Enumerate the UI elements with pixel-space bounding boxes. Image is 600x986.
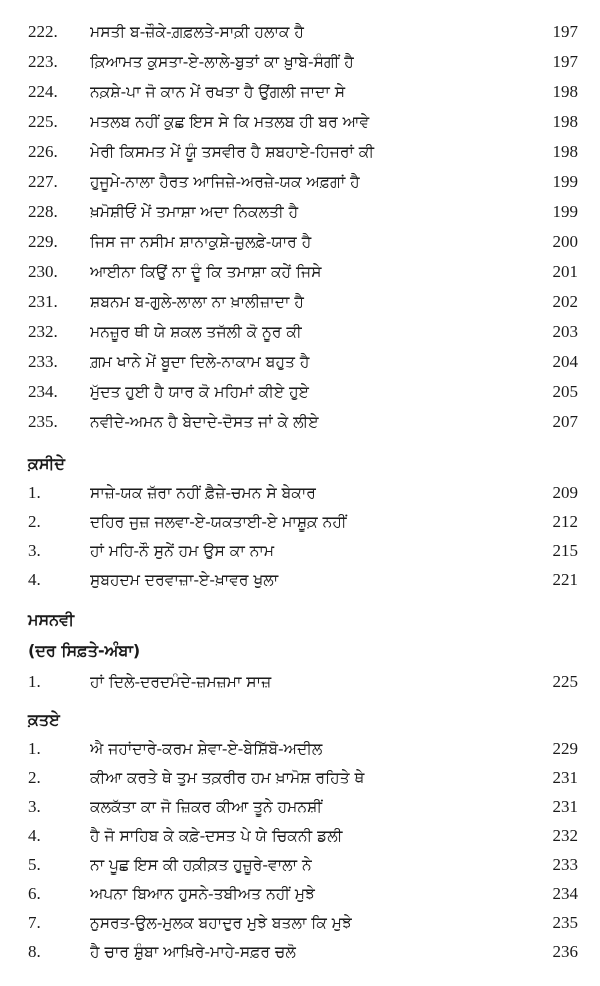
entry-number: 5. — [28, 855, 41, 874]
toc-entry — [28, 77, 578, 107]
toc-entry — [28, 287, 578, 317]
entry-title: ਕੀਆ ਕਰਤੇ ਥੇ ਤੁਮ ਤਕ਼ਰੀਰ ਹਮ ਖ਼ਾਮੋਸ਼ ਰਹਿਤੇ ਥੇ — [90, 768, 365, 787]
entry-page: 203 — [552, 322, 578, 341]
entry-number: 227. — [28, 172, 58, 191]
entry-page: 207 — [552, 412, 578, 431]
entry-page: 231 — [552, 797, 578, 816]
toc-entry — [28, 763, 578, 793]
entry-number: 1. — [28, 672, 41, 691]
entry-page: 232 — [552, 826, 578, 845]
entry-page: 205 — [552, 382, 578, 401]
toc-entry — [28, 407, 578, 437]
entry-title: ਸੁਬਹਦਮ ਦਰਵਾਜ਼ਾ-ਏ-ਖ਼ਾਵਰ ਖੁਲਾ — [90, 570, 279, 589]
entry-page: 198 — [552, 82, 578, 101]
toc-entry — [28, 937, 578, 967]
entry-page: 236 — [552, 942, 578, 961]
entry-number: 234. — [28, 382, 58, 401]
toc-entry — [28, 667, 578, 697]
entry-title: ਮੇਰੀ ਕਿਸਮਤ ਮੇਂ ਯੂੰ ਤਸਵੀਰ ਹੈ ਸ਼ਬਹਾਏ-ਹਿਜਰਾਂ ਕੀ — [90, 142, 374, 161]
toc-entry — [28, 47, 578, 77]
entry-number: 226. — [28, 142, 58, 161]
toc-entry — [28, 17, 578, 47]
entry-page: 200 — [552, 232, 578, 251]
entry-title: ਖ਼ਮੋਸ਼ੀਓਂ ਮੇਂ ਤਮਾਸ਼ਾ ਅਦਾ ਨਿਕਲਤੀ ਹੈ — [90, 202, 299, 221]
entry-page: 198 — [552, 112, 578, 131]
entry-number: 8. — [28, 942, 41, 961]
entry-page: 198 — [552, 142, 578, 161]
entry-page: 225 — [552, 672, 578, 691]
toc-entry — [28, 227, 578, 257]
entry-number: 3. — [28, 541, 41, 560]
entry-number: 228. — [28, 202, 58, 221]
toc-entry — [28, 507, 578, 537]
entry-number: 7. — [28, 913, 41, 932]
entry-number: 233. — [28, 352, 58, 371]
entry-number: 2. — [28, 512, 41, 531]
entry-page: 215 — [552, 541, 578, 560]
entry-number: 6. — [28, 884, 41, 903]
entry-title: ਮਤਲਬ ਨਹੀਂ ਕੁਛ ਇਸ ਸੇ ਕਿ ਮਤਲਬ ਹੀ ਬਰ ਆਵੇ — [90, 112, 370, 131]
toc-entry — [28, 734, 578, 764]
toc-entry — [28, 565, 578, 595]
section-heading: ਮਸਨਵੀ — [28, 610, 75, 629]
toc-entry — [28, 167, 578, 197]
entry-number: 224. — [28, 82, 58, 101]
toc-entry — [28, 792, 578, 822]
entry-page: 202 — [552, 292, 578, 311]
toc-entry — [28, 377, 578, 407]
entry-number: 230. — [28, 262, 58, 281]
entry-page: 204 — [552, 352, 578, 371]
entry-page: 209 — [552, 483, 578, 502]
entry-title: ਨਵੀਦੇ-ਅਮਨ ਹੈ ਬੇਦਾਦੇ-ਦੋਸਤ ਜਾਂ ਕੇ ਲੀਏ — [90, 412, 319, 431]
entry-number: 4. — [28, 826, 41, 845]
entry-page: 197 — [552, 22, 578, 41]
toc-entry — [28, 317, 578, 347]
entry-title: ਹਾਂ ਦਿਲੇ-ਦਰਦਮੰਦੇ-ਜ਼ਮਜ਼ਮਾ ਸਾਜ਼ — [90, 672, 272, 691]
toc-entry — [28, 821, 578, 851]
entry-title: ਮਨਜ਼ੂਰ ਥੀ ਯੇ ਸ਼ਕਲ ਤਜੱਲੀ ਕੋ ਨੂਰ ਕੀ — [90, 322, 302, 341]
entry-page: 199 — [552, 202, 578, 221]
entry-title: ਹੈ ਜੋ ਸਾਹਿਬ ਕੇ ਕਫ਼ੇ-ਦਸਤ ਪੇ ਯੇ ਚਿਕਨੀ ਡਲੀ — [90, 826, 343, 845]
section-heading: ਕ਼ਸੀਦੇ — [28, 454, 65, 473]
entry-page: 212 — [552, 512, 578, 531]
entry-title: ਸਾਜ਼ੇ-ਯਕ ਜ਼ੱਰਾ ਨਹੀਂ ਫ਼ੈਜ਼ੇ-ਚਮਨ ਸੇ ਬੇਕਾਰ — [90, 483, 316, 502]
entry-page: 229 — [552, 739, 578, 758]
entry-title: ਨਾ ਪੂਛ ਇਸ ਕੀ ਹਕ਼ੀਕ਼ਤ ਹੁਜ਼ੂਰੇ-ਵਾਲਾ ਨੇ — [90, 855, 312, 874]
entry-number: 232. — [28, 322, 58, 341]
entry-number: 223. — [28, 52, 58, 71]
entry-title: ਮਸਤੀ ਬ-ਜ਼ੌਕੇ-ਗ਼ਫ਼ਲਤੇ-ਸਾਕ਼ੀ ਹਲਾਕ ਹੈ — [90, 22, 304, 41]
toc-entry — [28, 879, 578, 909]
section-subheading: (ਦਰ ਸਿਫ਼ਤੇ-ਅੰਬਾ) — [28, 641, 141, 660]
entry-title: ਕਲਕੱਤਾ ਕਾ ਜੋ ਜ਼ਿਕਰ ਕੀਆ ਤੂਨੇ ਹਮਨਸ਼ੀਂ — [90, 797, 323, 816]
entry-title: ਆਈਨਾ ਕਿਉਂ ਨਾ ਦੂੰ ਕਿ ਤਮਾਸ਼ਾ ਕਹੇਂ ਜਿਸੇ — [90, 262, 322, 281]
toc-entry — [28, 197, 578, 227]
toc-entry — [28, 478, 578, 508]
entry-title: ਅਪਨਾ ਬਿਆਨ ਹੁਸਨੇ-ਤਬੀਅਤ ਨਹੀਂ ਮੁਝੇ — [90, 884, 315, 903]
entry-number: 2. — [28, 768, 41, 787]
entry-title: ਨਕ਼ਸ਼ੇ-ਪਾ ਜੋ ਕਾਨ ਮੇਂ ਰਖਤਾ ਹੈ ਉਂਗਲੀ ਜਾਦਾ ਸੇ — [90, 82, 346, 101]
entry-title: ਜਿਸ ਜਾ ਨਸੀਮ ਸ਼ਾਨਾਕੁਸ਼ੇ-ਜ਼ੁਲਫ਼ੇ-ਯਾਰ ਹੈ — [90, 232, 312, 251]
entry-title: ਸ਼ਬਨਮ ਬ-ਗੁਲੇ-ਲਾਲਾ ਨਾ ਖ਼ਾਲੀਜ਼ਾਦਾ ਹੈ — [90, 292, 304, 311]
entry-title: ਮੁੱਦਤ ਹੁਈ ਹੈ ਯਾਰ ਕੋ ਮਹਿਮਾਂ ਕੀਏ ਹੁਏ — [90, 382, 309, 401]
entry-title: ਐ ਜਹਾਂਦਾਰੇ-ਕਰਮ ਸ਼ੇਵਾ-ਏ-ਬੇਸ਼ਿੱਬੋ-ਅਦੀਲ — [90, 739, 323, 758]
entry-number: 222. — [28, 22, 58, 41]
toc-entry — [28, 536, 578, 566]
entry-page: 231 — [552, 768, 578, 787]
entry-number: 3. — [28, 797, 41, 816]
entry-page: 197 — [552, 52, 578, 71]
entry-number: 229. — [28, 232, 58, 251]
entry-number: 231. — [28, 292, 58, 311]
entry-title: ਹਾਂ ਮਹਿ-ਨੌ ਸੁਨੇਂ ਹਮ ਉਸ ਕਾ ਨਾਮ — [90, 541, 275, 560]
entry-title: ਦਹਿਰ ਜੁਜ਼ ਜਲਵਾ-ਏ-ਯਕਤਾਈ-ਏ ਮਾਸ਼ੂਕ਼ ਨਹੀਂ — [90, 512, 347, 531]
entry-page: 221 — [552, 570, 578, 589]
entry-title: ਕ਼ਿਆਮਤ ਕੁਸਤਾ-ਏ-ਲਾਲੇ-ਬੁਤਾਂ ਕਾ ਖ਼ੁਾਬੇ-ਸੰਗੀਂ ਹੈ — [90, 52, 354, 71]
toc-entry — [28, 908, 578, 938]
entry-title: ਗ਼ਮ ਖਾਨੇ ਮੇਂ ਬੂਦਾ ਦਿਲੇ-ਨਾਕਾਮ ਬਹੁਤ ਹੈ — [90, 352, 310, 371]
toc-entry — [28, 850, 578, 880]
entry-page: 201 — [552, 262, 578, 281]
entry-page: 233 — [552, 855, 578, 874]
entry-number: 1. — [28, 739, 41, 758]
entry-title: ਹੈ ਚਾਰ ਸ਼ੁੰਬਾ ਆਖ਼ਿਰੇ-ਮਾਹੇ-ਸਫ਼ਰ ਚਲੋ — [90, 942, 296, 961]
entry-page: 235 — [552, 913, 578, 932]
toc-entry — [28, 347, 578, 377]
entry-title: ਹੁਜੂਮੇ-ਨਾਲਾ ਹੈਰਤ ਆਜਿਜ਼ੇ-ਅਰਜ਼ੇ-ਯਕ ਅਫ਼ਗਾਂ ਹੈ — [90, 172, 360, 191]
entry-number: 4. — [28, 570, 41, 589]
entry-number: 1. — [28, 483, 41, 502]
entry-page: 199 — [552, 172, 578, 191]
entry-number: 225. — [28, 112, 58, 131]
toc-entry — [28, 107, 578, 137]
entry-page: 234 — [552, 884, 578, 903]
entry-title: ਨੁਸਰਤ-ਉਲ-ਮੁਲਕ ਬਹਾਦੁਰ ਮੁਝੇ ਬਤਲਾ ਕਿ ਮੁਝੇ — [90, 913, 352, 932]
toc-entry — [28, 137, 578, 167]
section-heading: ਕ਼ਤਏ — [28, 710, 60, 729]
toc-entry — [28, 257, 578, 287]
entry-number: 235. — [28, 412, 58, 431]
